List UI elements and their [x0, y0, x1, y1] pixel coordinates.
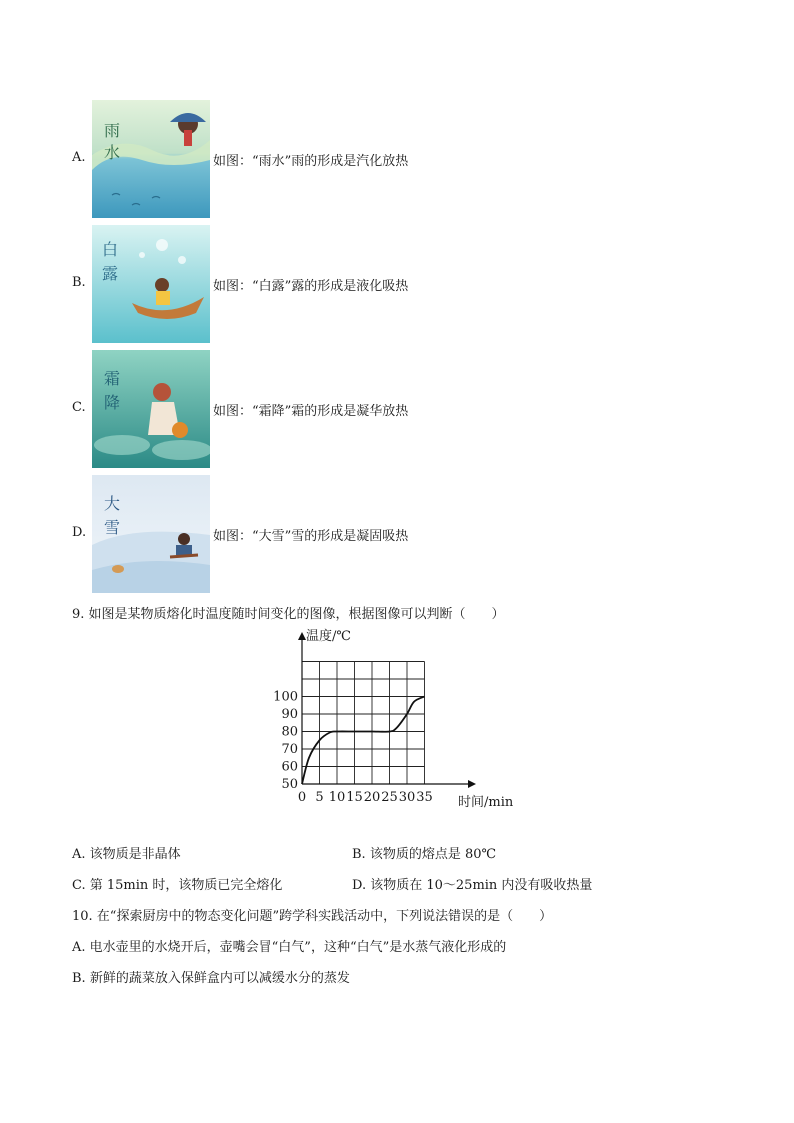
- y-tick-label: 60: [281, 759, 298, 775]
- svg-text:大: 大: [104, 494, 121, 513]
- svg-text:水: 水: [104, 143, 121, 162]
- x-axis-label: 时间/min: [458, 795, 514, 810]
- temperature-time-chart: [268, 626, 528, 816]
- x-tick-label: 0: [297, 790, 307, 805]
- x-tick-label: 25: [381, 790, 398, 805]
- y-axis-arrow: [298, 632, 306, 640]
- svg-text:雪: 雪: [104, 518, 121, 537]
- q10-choice-b[interactable]: B. 新鲜的蔬菜放入保鲜盒内可以减缓水分的蒸发: [72, 971, 350, 986]
- great-snow-illustration: [92, 475, 210, 593]
- question-9-stem: 9. 如图是某物质熔化时温度随时间变化的图像，根据图像可以判断（ ）: [72, 607, 505, 622]
- frost-descent-illustration: [92, 350, 210, 468]
- svg-text:白: 白: [102, 240, 119, 259]
- question-10-stem: 10. 在“探索厨房中的物态变化问题”跨学科实践活动中，下列说法错误的是（ ）: [72, 909, 553, 924]
- option-a[interactable]: [72, 100, 672, 218]
- x-tick-label: 15: [346, 790, 363, 805]
- white-dew-illustration: [92, 225, 210, 343]
- option-letter: A.: [72, 150, 86, 165]
- svg-text:露: 露: [102, 264, 119, 283]
- x-tick-label: 5: [315, 790, 324, 805]
- q9-choice-b[interactable]: B. 该物质的熔点是 80℃: [352, 847, 497, 862]
- y-tick-label: 50: [281, 777, 298, 792]
- x-tick-label: 30: [398, 790, 416, 805]
- y-tick-label: 100: [273, 689, 298, 705]
- option-letter: D.: [72, 525, 87, 540]
- y-tick-label: 70: [281, 742, 298, 757]
- option-letter: C.: [72, 400, 86, 415]
- option-text: 如图：“霜降”霜的形成是凝华放热: [213, 404, 409, 419]
- y-axis-label: 温度/℃: [306, 629, 351, 644]
- q9-choice-c[interactable]: C. 第 15min 时，该物质已完全熔化: [72, 878, 283, 893]
- x-tick-label: 35: [416, 790, 433, 805]
- chart-axes: [298, 632, 476, 788]
- melting-curve: [302, 697, 425, 785]
- x-tick-label: 10: [328, 790, 346, 805]
- chart-grid: [302, 662, 425, 785]
- q9-choice-a[interactable]: A. 该物质是非晶体: [72, 847, 181, 862]
- option-letter: B.: [72, 275, 86, 290]
- option-b[interactable]: [72, 225, 672, 343]
- svg-text:降: 降: [104, 393, 121, 412]
- y-tick-labels: [273, 690, 298, 793]
- x-axis-arrow: [468, 780, 476, 788]
- option-text: 如图：“大雪”雪的形成是凝固吸热: [213, 529, 409, 544]
- rain-water-illustration: [92, 100, 210, 218]
- option-text: 如图：“雨水”雨的形成是汽化放热: [213, 154, 409, 169]
- option-text: 如图：“白露”露的形成是液化吸热: [213, 279, 409, 294]
- svg-text:霜: 霜: [104, 369, 121, 388]
- q10-choice-a[interactable]: A. 电水壶里的水烧开后，壶嘴会冒“白气”，这种“白气”是水蒸气液化形成的: [72, 940, 507, 955]
- q9-choice-d[interactable]: D. 该物质在 10～25min 内没有吸收热量: [352, 878, 593, 893]
- svg-text:雨: 雨: [104, 121, 121, 140]
- y-tick-label: 80: [281, 724, 298, 740]
- x-tick-label: 20: [363, 790, 381, 805]
- option-c[interactable]: [72, 350, 672, 468]
- option-d[interactable]: [72, 475, 672, 593]
- y-tick-label: 90: [281, 707, 298, 722]
- x-tick-labels: [298, 790, 433, 805]
